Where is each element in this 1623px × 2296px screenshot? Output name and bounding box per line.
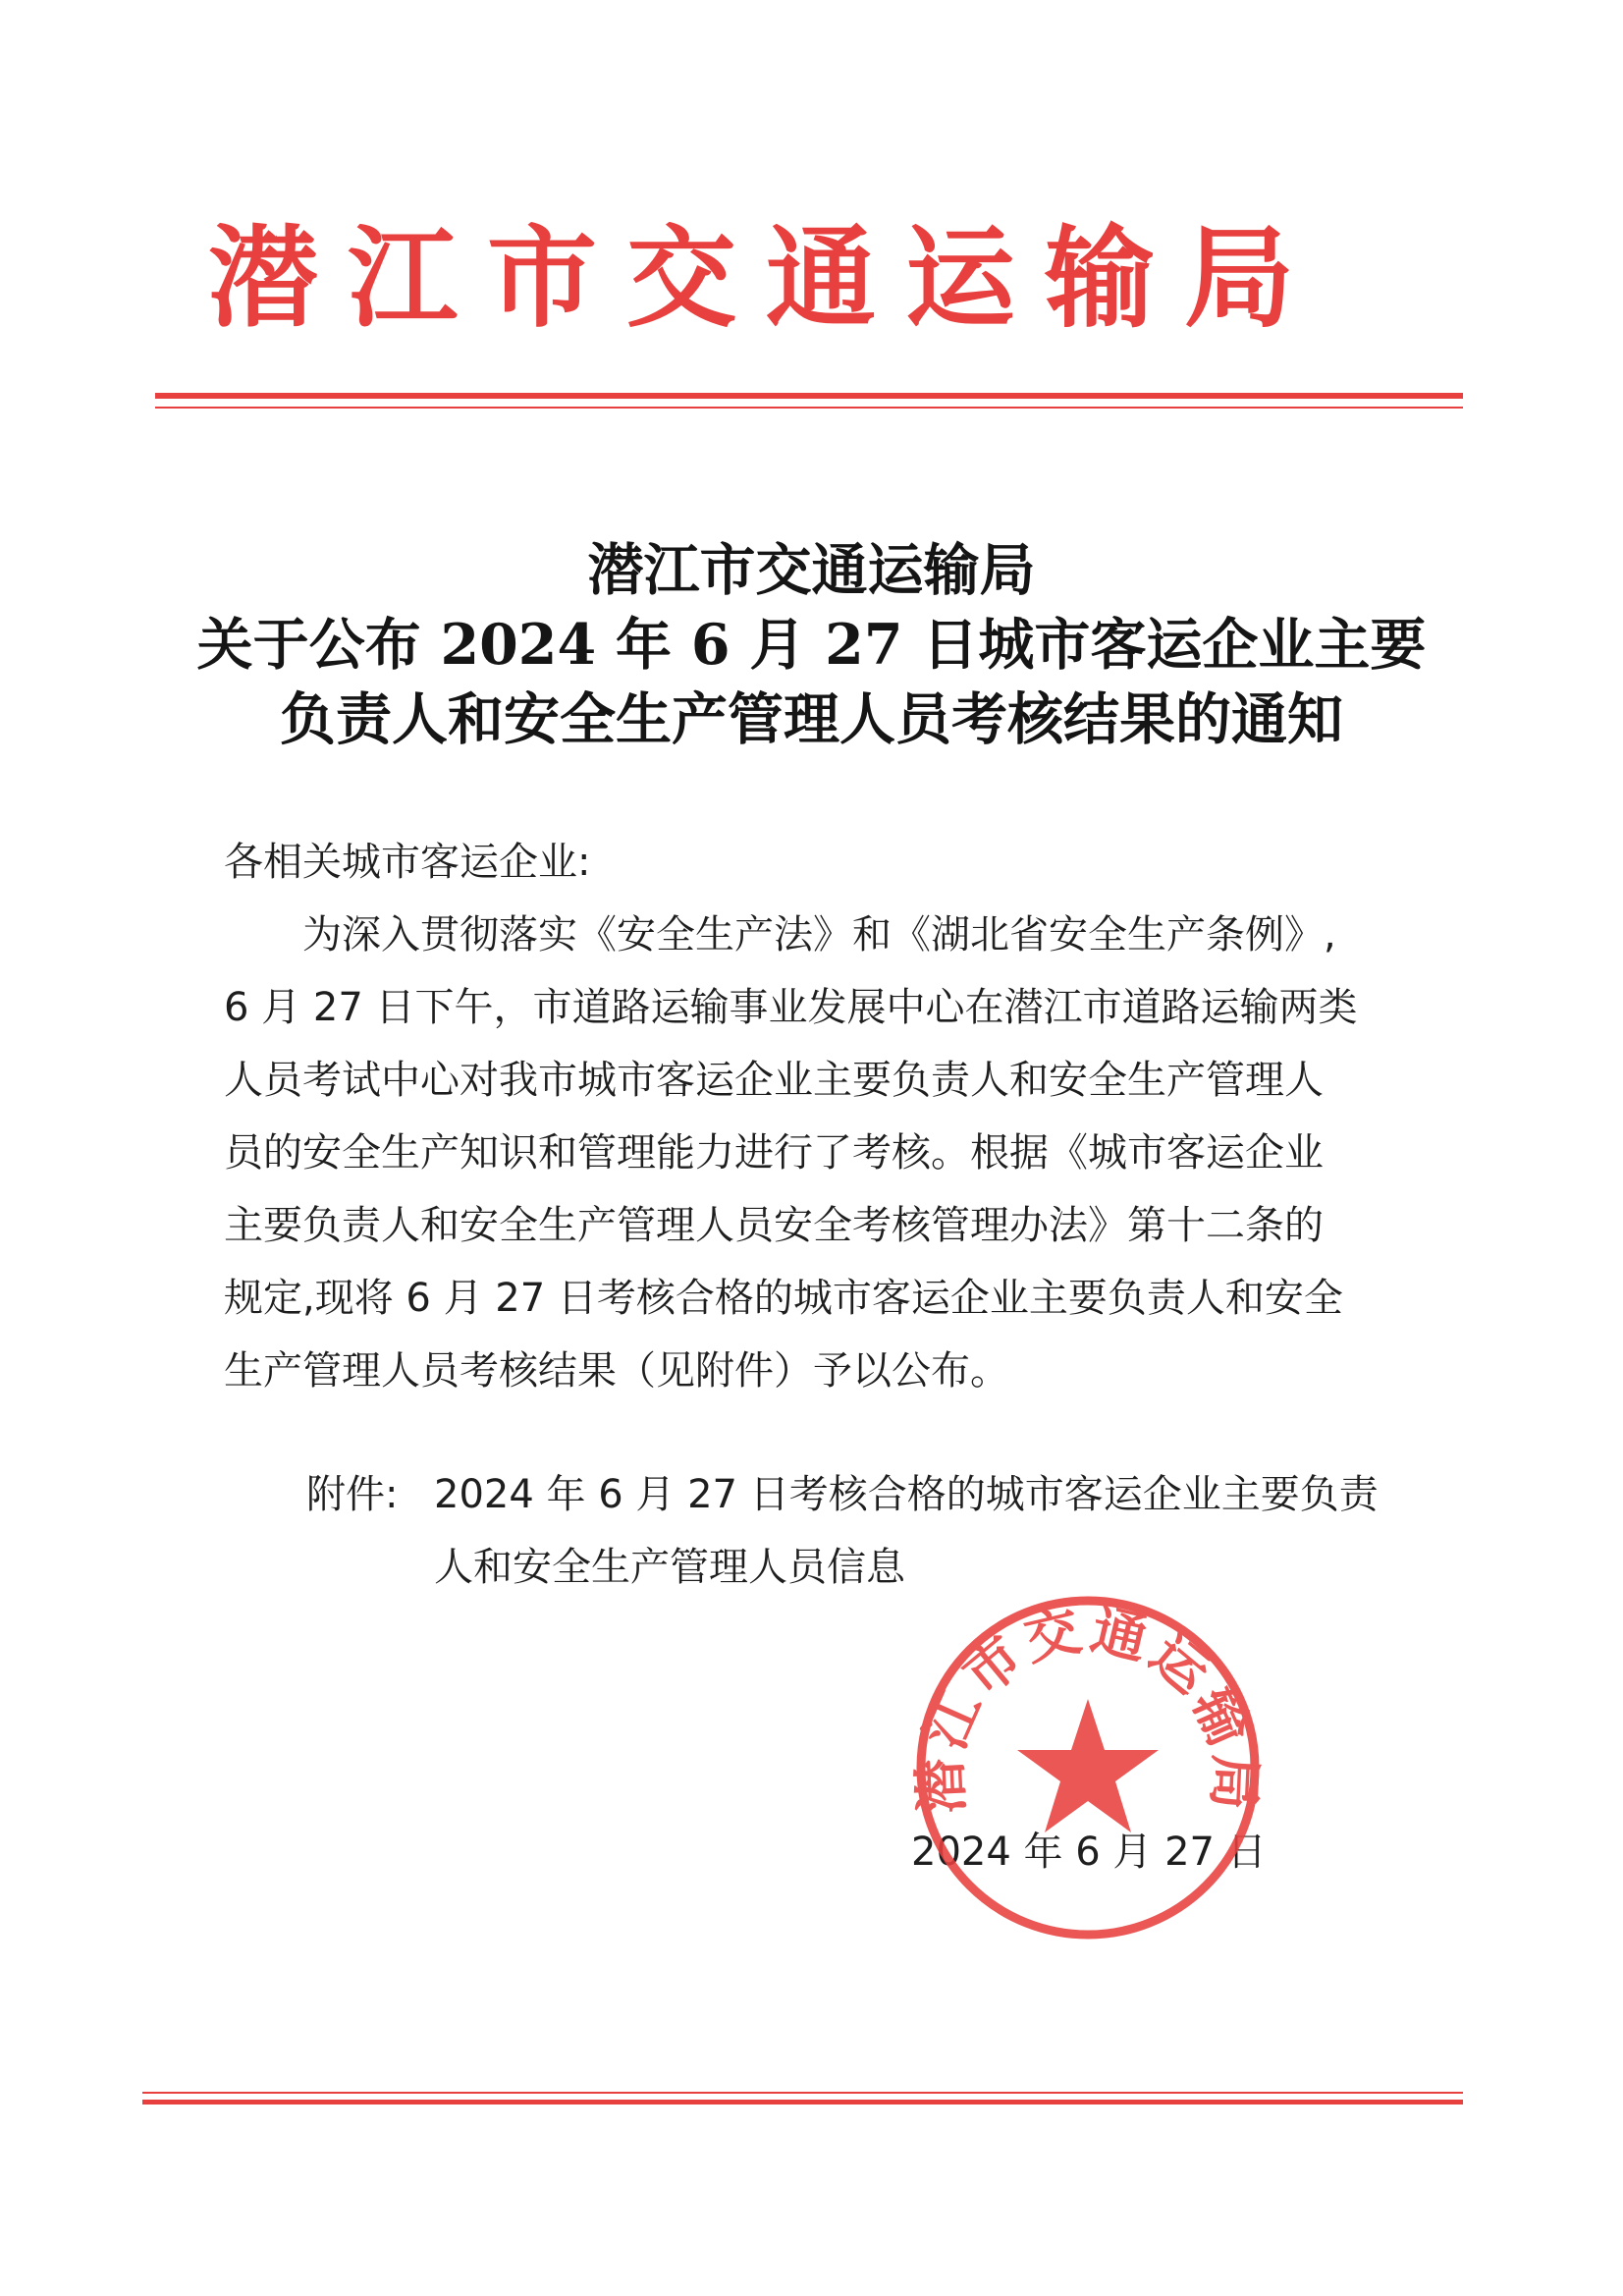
official-seal-icon xyxy=(901,1581,1274,1954)
attachment-title-line-1: 2024 年 6 月 27 日考核合格的城市客运企业主要负责 xyxy=(434,1472,1379,1517)
svg-text:潜江市交通运输局: 潜江市交通运输局 xyxy=(908,1597,1268,1816)
body-line: 规定,现将 6 月 27 日考核合格的城市客运企业主要负责人和安全 xyxy=(224,1276,1343,1321)
attachment-title-line-2: 人和安全生产管理人员信息 xyxy=(434,1545,905,1590)
notice-title-line-2: 关于公布 2024 年 6 月 27 日城市客运企业主要 xyxy=(196,612,1427,678)
footer-rule-thick xyxy=(142,2100,1463,2105)
header-rule-thick xyxy=(155,393,1463,399)
notice-title-line-1: 潜江市交通运输局 xyxy=(587,537,1036,603)
header-rule-thin xyxy=(155,407,1463,409)
body-line: 6 月 27 日下午，市道路运输事业发展中心在潜江市道路运输两类 xyxy=(224,985,1358,1030)
attachment-label: 附件: xyxy=(306,1472,399,1517)
body-line: 为深入贯彻落实《安全生产法》和《湖北省安全生产条例》, xyxy=(302,912,1336,957)
salutation: 各相关城市客运企业: xyxy=(224,840,591,885)
body-line: 主要负责人和安全生产管理人员安全考核管理办法》第十二条的 xyxy=(224,1203,1324,1248)
seal-star-icon xyxy=(1017,1699,1159,1832)
body-line: 生产管理人员考核结果（见附件）予以公布。 xyxy=(224,1348,1009,1394)
body-line: 人员考试中心对我市城市客运企业主要负责人和安全生产管理人 xyxy=(224,1058,1324,1103)
issue-date: 2024 年 6 月 27 日 xyxy=(911,1830,1267,1875)
footer-rule-thin xyxy=(142,2092,1463,2094)
body-line: 员的安全生产知识和管理能力进行了考核。根据《城市客运企业 xyxy=(224,1130,1324,1175)
agency-header: 潜江市交通运输局 xyxy=(208,215,1324,343)
notice-title-line-3: 负责人和安全生产管理人员考核结果的通知 xyxy=(280,686,1343,752)
